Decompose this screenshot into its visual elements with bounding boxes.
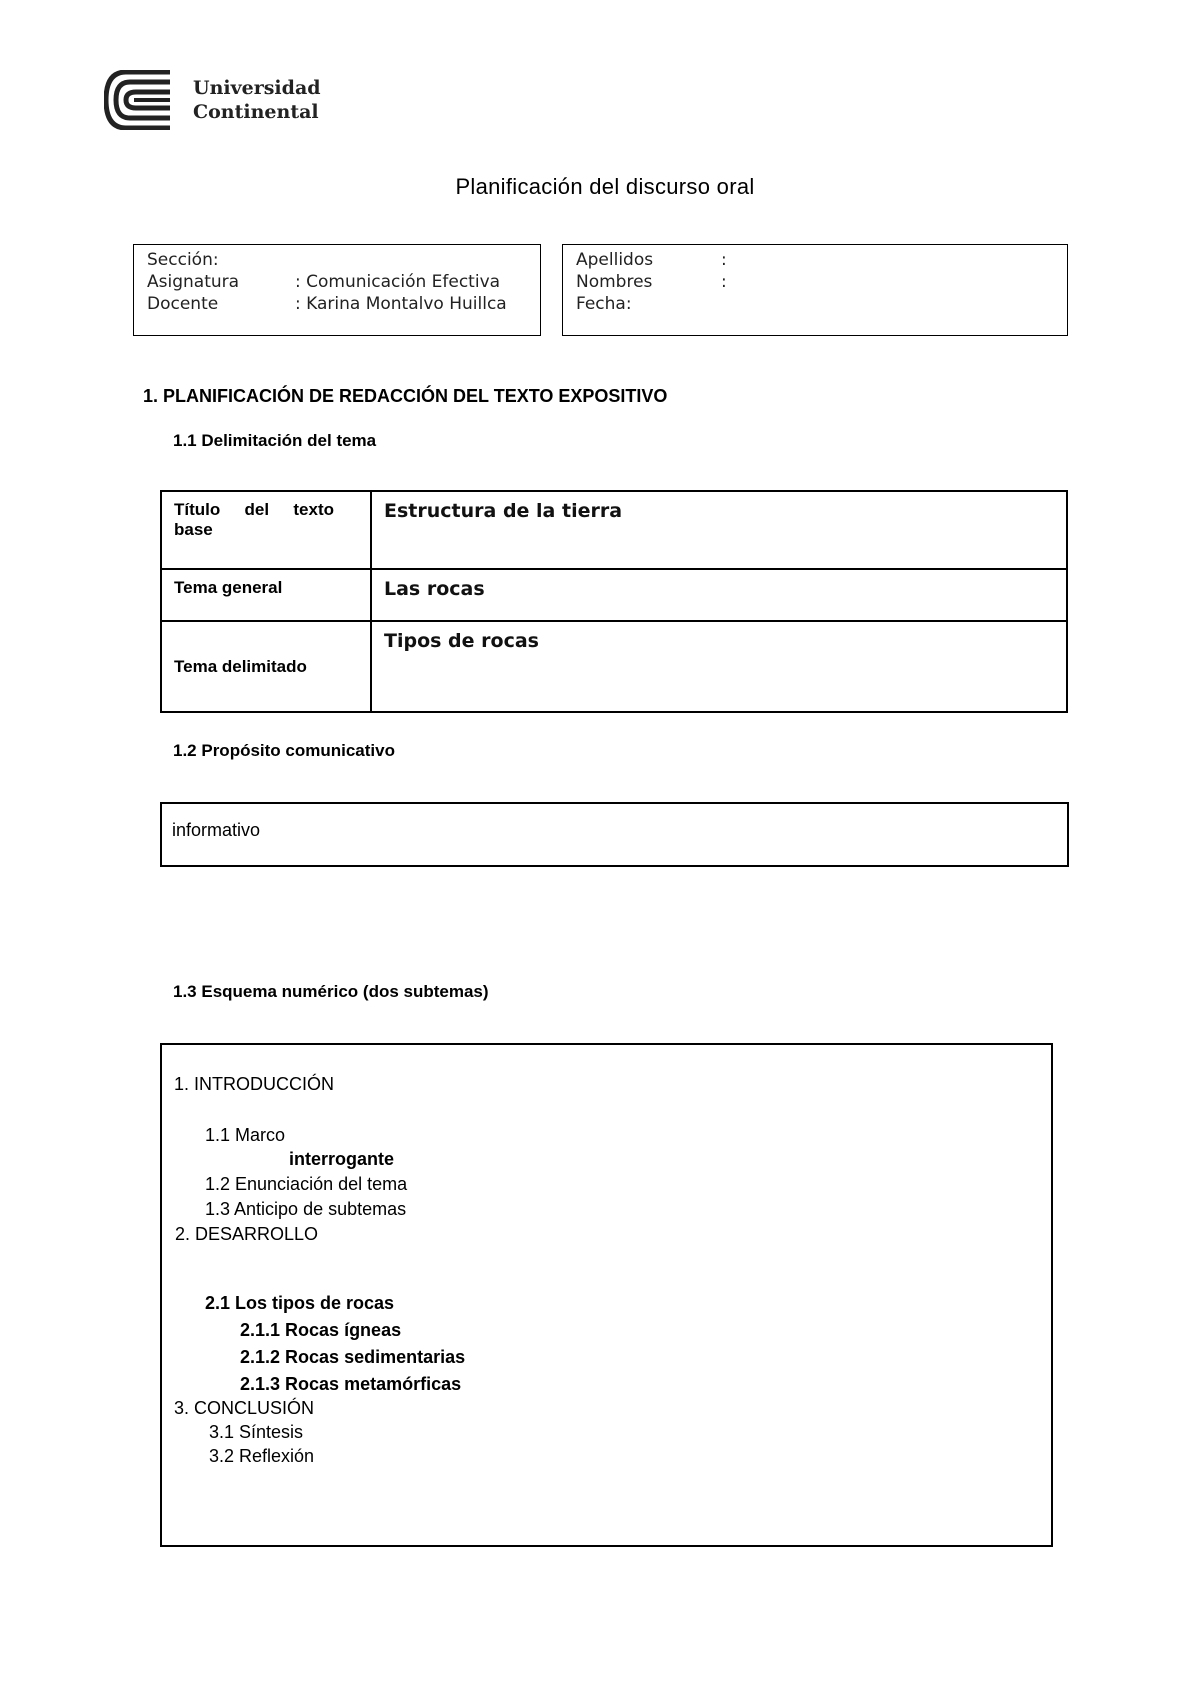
- row-label: Título del texto base: [161, 491, 371, 569]
- purpose-box: informativo: [160, 802, 1069, 867]
- section-1-heading: 1. PLANIFICACIÓN DE REDACCIÓN DEL TEXTO EXPOSITIVO: [143, 386, 668, 406]
- row-value: Estructura de la tierra: [371, 491, 1067, 569]
- scheme-line: 3.1 Síntesis: [209, 1422, 304, 1442]
- course-info-box: [133, 244, 541, 336]
- table-row: [161, 569, 1067, 621]
- scheme-line: 1.3 Anticipo de subtemas: [205, 1199, 407, 1219]
- scheme-line: 2. DESARROLLO: [175, 1224, 319, 1244]
- row-value: Tipos de rocas: [371, 621, 1067, 712]
- info-key: Docente: [147, 294, 219, 314]
- section-1-1-heading: 1.1 Delimitación del tema: [173, 431, 377, 450]
- info-value: : Karina Montalvo Huillca: [295, 294, 507, 314]
- info-value: : Comunicación Efectiva: [295, 272, 501, 292]
- info-value: :: [721, 250, 727, 270]
- logo-text: [193, 76, 321, 124]
- row-label: Tema delimitado: [161, 621, 371, 712]
- scheme-line: 1. INTRODUCCIÓN: [174, 1074, 335, 1094]
- info-row-surnames: [576, 249, 1054, 271]
- info-value: :: [721, 272, 727, 292]
- scheme-line: 3.2 Reflexión: [209, 1446, 315, 1466]
- logo-line-1: Universidad: [193, 77, 321, 99]
- section-1-2-heading: 1.2 Propósito comunicativo: [173, 741, 395, 760]
- info-key: Sección:: [147, 250, 219, 270]
- document-title: Planificación del discurso oral: [455, 174, 755, 199]
- info-row-names: [576, 271, 1054, 293]
- scheme-line: 2.1.1 Rocas ígneas: [240, 1320, 402, 1340]
- student-info-box: [562, 244, 1068, 336]
- row-value: Las rocas: [371, 569, 1067, 621]
- info-key: Nombres: [576, 272, 653, 292]
- info-key: Fecha:: [576, 294, 632, 314]
- scheme-line: 2.1.3 Rocas metamórficas: [240, 1374, 462, 1394]
- scheme-line: 2.1 Los tipos de rocas: [205, 1293, 395, 1313]
- info-row-section: [147, 249, 527, 271]
- info-key: Asignatura: [147, 272, 240, 292]
- row-label: Tema general: [161, 569, 371, 621]
- numeric-scheme-box: [160, 1043, 1053, 1547]
- info-row-date: [576, 293, 1054, 315]
- info-row-teacher: [147, 293, 527, 315]
- info-row-subject: [147, 271, 527, 293]
- delimitation-table: [160, 490, 1068, 713]
- scheme-line: interrogante: [289, 1149, 395, 1169]
- info-key: Apellidos: [576, 250, 654, 270]
- logo-line-2: Continental: [193, 101, 319, 123]
- scheme-line: 1.2 Enunciación del tema: [205, 1174, 408, 1194]
- table-row: [161, 491, 1067, 569]
- scheme-line: 1.1 Marco: [205, 1125, 286, 1145]
- scheme-line: 3. CONCLUSIÓN: [174, 1398, 315, 1418]
- table-row: [161, 621, 1067, 712]
- section-1-3-heading: 1.3 Esquema numérico (dos subtemas): [173, 982, 489, 1001]
- scheme-line: 2.1.2 Rocas sedimentarias: [240, 1347, 466, 1367]
